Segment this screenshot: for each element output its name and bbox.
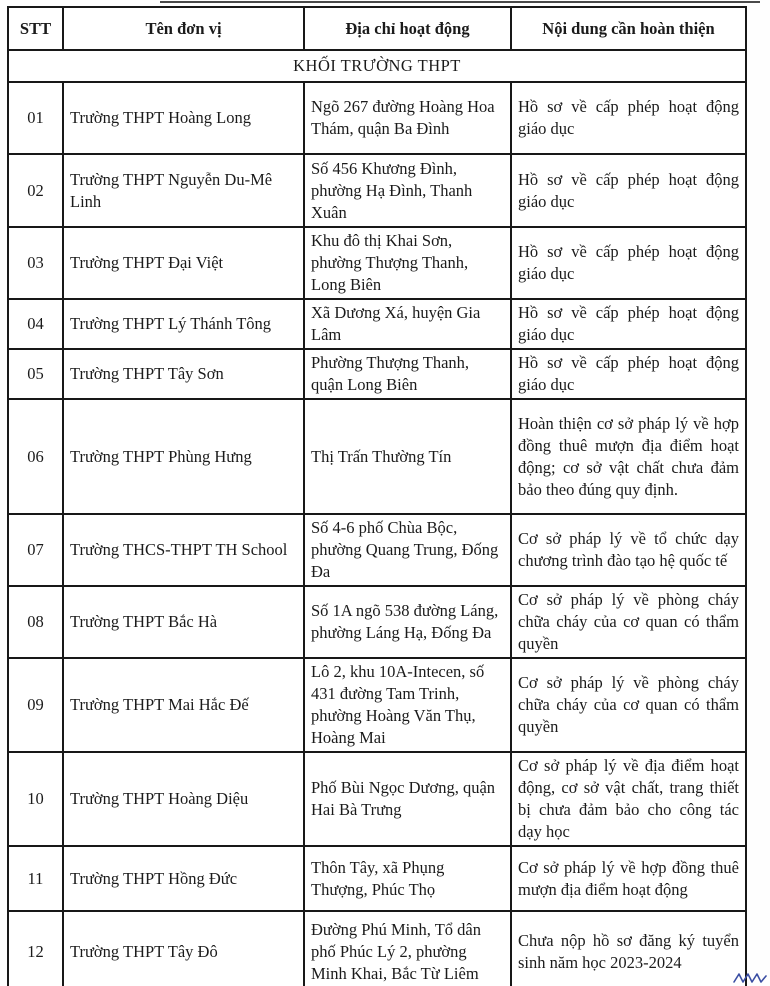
schools-table — [7, 6, 747, 986]
unit-name-cell: Trường THPT Tây Đô — [63, 911, 304, 986]
row-number-cell: 02 — [8, 154, 63, 227]
unit-name-cell: Trường THPT Hoàng Long — [63, 82, 304, 154]
table-row — [8, 299, 746, 349]
address-cell: Số 456 Khương Đình, phường Hạ Đình, Thanh Xuân — [304, 154, 511, 227]
table-row — [8, 82, 746, 154]
table-row — [8, 752, 746, 846]
content-cell: Hoàn thiện cơ sở pháp lý về hợp đồng thuê mượn địa điểm hoạt động; cơ sở vật chất chưa đảm bảo theo đúng quy định. — [511, 399, 746, 514]
unit-name-cell: Trường THPT Bắc Hà — [63, 586, 304, 658]
content-cell: Hồ sơ về cấp phép hoạt động giáo dục — [511, 299, 746, 349]
table-row — [8, 586, 746, 658]
content-cell: Cơ sở pháp lý về địa điểm hoạt động, cơ sở vật chất, trang thiết bị chưa đảm bảo cho công tác dạy học — [511, 752, 746, 846]
row-number-cell: 01 — [8, 82, 63, 154]
unit-name-cell: Trường THPT Hồng Đức — [63, 846, 304, 911]
unit-name-cell: Trường THPT Nguyễn Du-Mê Linh — [63, 154, 304, 227]
row-number-cell: 03 — [8, 227, 63, 299]
table-row — [8, 658, 746, 752]
address-cell: Phố Bùi Ngọc Dương, quận Hai Bà Trưng — [304, 752, 511, 846]
table-row — [8, 911, 746, 986]
address-cell: Phường Thượng Thanh, quận Long Biên — [304, 349, 511, 399]
section-title: KHỐI TRƯỜNG THPT — [8, 50, 746, 82]
address-cell: Thị Trấn Thường Tín — [304, 399, 511, 514]
row-number-cell: 11 — [8, 846, 63, 911]
row-number-cell: 12 — [8, 911, 63, 986]
unit-name-cell: Trường THPT Phùng Hưng — [63, 399, 304, 514]
header-row — [8, 7, 746, 50]
scan-artifact-line — [160, 1, 760, 3]
unit-name-cell: Trường THPT Tây Sơn — [63, 349, 304, 399]
content-cell: Hồ sơ về cấp phép hoạt động giáo dục — [511, 154, 746, 227]
content-cell: Hồ sơ về cấp phép hoạt động giáo dục — [511, 227, 746, 299]
address-cell: Xã Dương Xá, huyện Gia Lâm — [304, 299, 511, 349]
address-cell: Ngõ 267 đường Hoàng Hoa Thám, quận Ba Đình — [304, 82, 511, 154]
content-cell: Chưa nộp hồ sơ đăng ký tuyển sinh năm học 2023-2024 — [511, 911, 746, 986]
table-row — [8, 399, 746, 514]
content-cell: Hồ sơ về cấp phép hoạt động giáo dục — [511, 349, 746, 399]
row-number-cell: 04 — [8, 299, 63, 349]
handwritten-squiggle-mark — [732, 970, 768, 986]
content-cell: Cơ sở pháp lý về tổ chức dạy chương trình đào tạo hệ quốc tế — [511, 514, 746, 586]
table-row — [8, 514, 746, 586]
row-number-cell: 07 — [8, 514, 63, 586]
unit-name-cell: Trường THPT Mai Hắc Đế — [63, 658, 304, 752]
address-cell: Khu đô thị Khai Sơn, phường Thượng Thanh, Long Biên — [304, 227, 511, 299]
section-row — [8, 50, 746, 82]
address-cell: Lô 2, khu 10A-Intecen, số 431 đường Tam Trinh, phường Hoàng Văn Thụ, Hoàng Mai — [304, 658, 511, 752]
address-cell: Số 1A ngõ 538 đường Láng, phường Láng Hạ, Đống Đa — [304, 586, 511, 658]
unit-name-cell: Trường THCS-THPT TH School — [63, 514, 304, 586]
table-row — [8, 227, 746, 299]
column-header-content: Nội dung cần hoàn thiện — [511, 7, 746, 50]
address-cell: Thôn Tây, xã Phụng Thượng, Phúc Thọ — [304, 846, 511, 911]
address-cell: Đường Phú Minh, Tổ dân phố Phúc Lý 2, phường Minh Khai, Bắc Từ Liêm — [304, 911, 511, 986]
table-row — [8, 846, 746, 911]
unit-name-cell: Trường THPT Hoàng Diệu — [63, 752, 304, 846]
table-body — [8, 50, 746, 986]
column-header-stt: STT — [8, 7, 63, 50]
unit-name-cell: Trường THPT Đại Việt — [63, 227, 304, 299]
address-cell: Số 4-6 phố Chùa Bộc, phường Quang Trung, Đống Đa — [304, 514, 511, 586]
content-cell: Hồ sơ về cấp phép hoạt động giáo dục — [511, 82, 746, 154]
column-header-address: Địa chỉ hoạt động — [304, 7, 511, 50]
table-row — [8, 154, 746, 227]
row-number-cell: 09 — [8, 658, 63, 752]
row-number-cell: 10 — [8, 752, 63, 846]
column-header-unit-name: Tên đơn vị — [63, 7, 304, 50]
content-cell: Cơ sở pháp lý về phòng cháy chữa cháy của cơ quan có thẩm quyền — [511, 658, 746, 752]
content-cell: Cơ sở pháp lý về hợp đồng thuê mượn địa điểm hoạt động — [511, 846, 746, 911]
unit-name-cell: Trường THPT Lý Thánh Tông — [63, 299, 304, 349]
row-number-cell: 06 — [8, 399, 63, 514]
row-number-cell: 08 — [8, 586, 63, 658]
row-number-cell: 05 — [8, 349, 63, 399]
table-row — [8, 349, 746, 399]
content-cell: Cơ sở pháp lý về phòng cháy chữa cháy của cơ quan có thẩm quyền — [511, 586, 746, 658]
